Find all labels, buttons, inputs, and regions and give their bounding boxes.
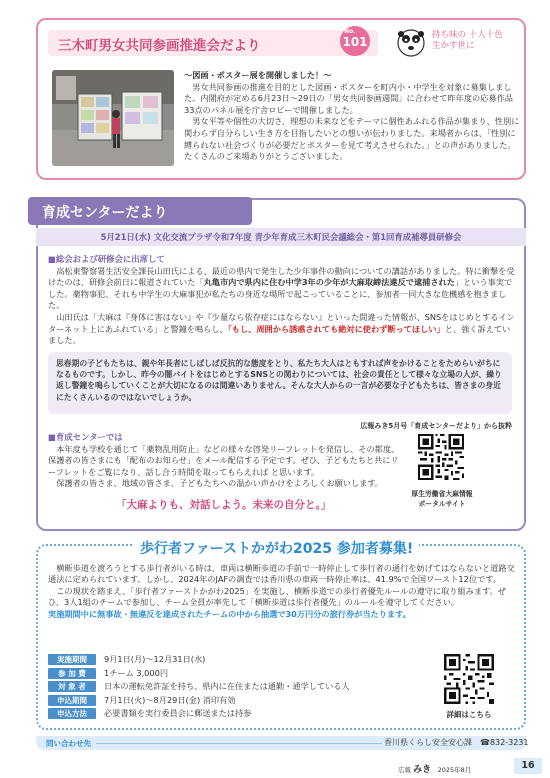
report-paragraph bbox=[48, 312, 518, 347]
text-span: 山田氏は「大麻は『身体に害はない』や『少量なら依存症にはならない』といった間違った情報が、SNSをはじめとするインターネット上にあふれている」と警鐘を鳴らし、 bbox=[48, 311, 515, 334]
article-paragraph: 男女共同参画の推進を目的とした図画・ポスターを町内小・中学生を対象に募集しました。内閣府が定める6月23日〜29日の「男女共同参画週間」に合わせて昨年度の応募作品33点のパネル展を庁舎ロビーで開催しました。 bbox=[184, 81, 513, 115]
detail-value: 日本の運転免許証を持ち、県内に在住または通勤・通学している人 bbox=[104, 681, 350, 691]
center-activities bbox=[48, 432, 404, 490]
detail-label: 対 象 者 bbox=[48, 681, 96, 692]
issue-badge bbox=[340, 26, 370, 56]
detail-value: 必要書類を実行委員会に郵送または持参 bbox=[104, 708, 252, 718]
quote-source: 広報みき5月号「育成センターだより」から抜粋 bbox=[360, 422, 512, 430]
issue-number: 101 bbox=[342, 35, 368, 49]
report-paragraph bbox=[48, 266, 518, 312]
quote-box bbox=[48, 352, 512, 414]
detail-label: 申込方法 bbox=[48, 708, 96, 719]
publication-prefix: 広報 bbox=[398, 766, 411, 774]
qr-caption: 詳細はこちら bbox=[446, 710, 492, 719]
subheading: ■総会および研修会に出席して bbox=[48, 254, 165, 264]
campaign-body bbox=[48, 563, 518, 620]
detail-row bbox=[48, 667, 408, 681]
publication-date: 2025年8月 bbox=[437, 766, 472, 774]
detail-label: 申込期間 bbox=[48, 695, 96, 706]
activities-paragraph: 本年度も学校を通じて「薬物乱用防止」などの様々な啓発リーフレットを発信し、その都度、保護者の皆さまにも「配布のお知らせ」をメール配信する予定です。ぜひ、子どもたちと共にリーフレットをご覧になり、話し合う時間を取ってもらえれば と思います。 bbox=[48, 443, 400, 477]
publication-name: みき bbox=[413, 765, 432, 775]
issue-badge-prefix: No. bbox=[344, 28, 356, 35]
campaign-paragraph: 横断歩道を渡ろうとする歩行者がいる時は、車両は横断歩道の手前で一時停止して歩行者の通行を妨げてはならないと道路交通法に定められています。しかし、2024年のJAFの調査では香川県の車両一時停止率は、41.9%で全国ワースト12位です。 bbox=[48, 563, 515, 585]
gender-equality-section bbox=[36, 18, 526, 180]
prize-notice: 実施期間中に無事故・無違反を達成されたチームの中から抽選で30万円分の旅行券が当たります。 bbox=[48, 608, 411, 619]
qr-code-icon[interactable] bbox=[418, 434, 464, 480]
activities-paragraph: 保護者の皆さま、地域の皆さま、子どもたちへの温かい声かけをよろしくお願いします。 bbox=[56, 478, 384, 489]
motto-line: 持ち味の 十人十色 bbox=[432, 30, 503, 40]
detail-row bbox=[48, 653, 408, 667]
slogan: 「大麻よりも、対話しよう。未来の自分と。」 bbox=[116, 499, 332, 511]
detail-value: 1チーム 3,000円 bbox=[104, 667, 169, 678]
event-band-text: 5月21日(水) 文化交流プラザ令和7年度 青少年育成三木町民会議総会・第1回育成補導員研修会 bbox=[100, 232, 462, 242]
inquiry-bar bbox=[36, 736, 529, 750]
inquiry-label: 問い合わせ先 bbox=[46, 739, 91, 748]
motto bbox=[432, 30, 503, 52]
qr-caption-line: 厚生労働省大麻情報 bbox=[411, 490, 473, 498]
detail-row bbox=[48, 694, 408, 708]
page-number: 16 bbox=[514, 758, 542, 774]
section-title: 育成センターだより bbox=[42, 205, 168, 221]
detail-row bbox=[48, 707, 408, 721]
exhibition-photo bbox=[52, 70, 174, 166]
detail-label: 参 加 費 bbox=[48, 668, 96, 679]
event-band bbox=[36, 228, 526, 246]
detail-value: 7月1日(火)〜8月29日(金) 消印有効 bbox=[104, 694, 236, 705]
article-subheading: 〜図画・ポスター展を開催しました！〜 bbox=[184, 70, 332, 80]
warning-text: 「もし、周囲から誘惑されても絶対に使わず断ってほしい」 bbox=[227, 323, 445, 334]
report-body bbox=[48, 254, 518, 347]
article-paragraph: 男女平等や個性の大切さ、理想の未来などをテーマに個性あふれる作品が集まり、性別に関わらず自分らしい生き方を目指したいとの想いが伝わりました。来場者からは、「性別に縛られない社会づくりが必要だとポスターを見て考えさせられた。」との声がありました。たくさんのご来場ありがとうございました。 bbox=[184, 116, 520, 162]
text-span: 」という事実でした。薬物事犯、それも中学生の大麻事犯が私たちの身近な場所で起こっていることに、参加者一同大きな危機感を抱きました。 bbox=[48, 277, 513, 311]
subheading: ■育成センターでは bbox=[48, 432, 123, 442]
text-span: と、強く訴えていました。 bbox=[48, 323, 511, 346]
divider bbox=[96, 743, 382, 744]
qr-caption bbox=[404, 490, 480, 509]
section-title: 歩行者ファーストかがわ2025 参加者募集! bbox=[134, 538, 419, 558]
section-header bbox=[48, 30, 378, 56]
detail-label: 実施期間 bbox=[48, 654, 96, 665]
article-body bbox=[184, 70, 520, 163]
detail-row bbox=[48, 680, 408, 694]
detail-value: 9月1日(月)〜12月31日(水) bbox=[104, 654, 206, 664]
page-footer bbox=[0, 754, 550, 778]
publication-info bbox=[398, 762, 471, 775]
section-title: 三木町男女共同参画推進会だより bbox=[58, 38, 261, 54]
mascot-icon bbox=[396, 28, 426, 58]
text-span: 高松東警察署生活安全課長山田氏による、最近の県内で発生した少年事件の動向についての講話がありました。特に衝撃を受けたのは、研修会前日に報道されていた「 bbox=[48, 265, 515, 288]
campaign-paragraph: この現状を踏まえ、「歩行者ファーストかがわ2025」を実施し、横断歩道での歩行者優先ルールの遵守に取り組みます。ぜひ、3人1組のチームで参加し、チーム全員が率先して「横断歩道は歩行者優先」のルールを遵守してください。 bbox=[48, 585, 506, 608]
emphasis-text: 丸亀市内で県内に住む中学3年の少年が大麻取締法違反で逮捕された bbox=[203, 277, 455, 288]
qr-caption-line: ポータルサイト bbox=[418, 499, 466, 508]
inquiry-contact: 香川県くらし安全安心課 ☎832-3231 bbox=[384, 738, 529, 747]
motto-line: 生かす世に bbox=[432, 41, 475, 51]
qr-code-icon[interactable] bbox=[444, 654, 494, 704]
details-table bbox=[48, 653, 408, 721]
quote-text: 思春期の子どもたちは、親や年長者にしばしば反抗的な態度をとり、私たち大人はともすれば声をかけることをためらいがちになるものです。しかし、昨今の闇バイトをはじめとするSNSとの関わりについては、社会の責任として様々な立場の人が、繰り返し警鐘を鳴らしていくことが大切になるのは間違いありません。そんな大人からの一言が必要な子どもたちは、皆さまの身近にたくさんいるのではないでしょうか。 bbox=[56, 359, 502, 402]
